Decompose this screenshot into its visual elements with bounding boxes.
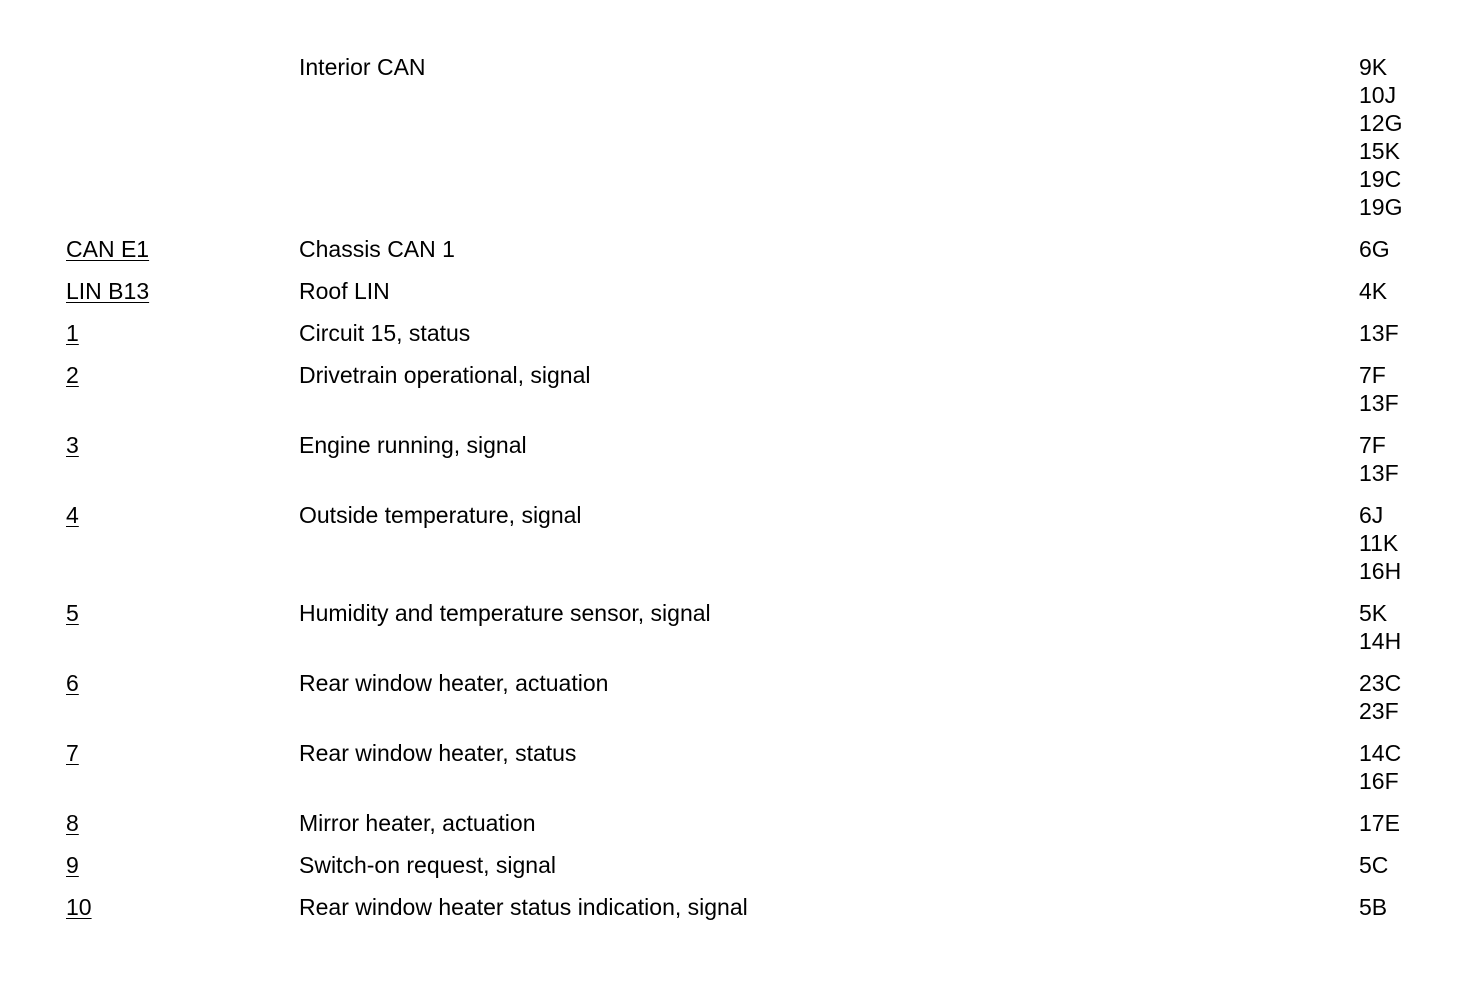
legend-row	[0, 361, 1472, 431]
grid-reference: 15K	[1359, 138, 1400, 164]
grid-reference-list	[1359, 235, 1390, 263]
legend-row	[0, 599, 1472, 669]
legend-description: Rear window heater, actuation	[299, 670, 609, 696]
legend-code-link[interactable]: 3	[66, 432, 79, 458]
grid-reference-list	[1359, 739, 1401, 795]
signal-legend-table	[0, 53, 1472, 935]
grid-reference-list	[1359, 501, 1401, 585]
legend-description: Engine running, signal	[299, 432, 527, 458]
legend-code-link[interactable]: 2	[66, 362, 79, 388]
grid-reference: 10J	[1359, 82, 1397, 108]
legend-code-link[interactable]: CAN E1	[66, 236, 150, 262]
grid-reference-list	[1359, 431, 1399, 487]
grid-reference: 14C	[1359, 740, 1402, 766]
grid-reference: 13F	[1359, 460, 1399, 486]
legend-code-link[interactable]: 8	[66, 810, 79, 836]
legend-description: Rear window heater status indication, signal	[299, 894, 748, 920]
legend-row	[0, 739, 1472, 809]
legend-description: Rear window heater, status	[299, 740, 577, 766]
legend-row	[0, 669, 1472, 739]
grid-reference: 6J	[1359, 502, 1384, 528]
grid-reference: 14H	[1359, 628, 1402, 654]
legend-description: Circuit 15, status	[299, 320, 471, 346]
grid-reference-list	[1359, 277, 1387, 305]
legend-description: Interior CAN	[299, 54, 426, 80]
grid-reference: 5C	[1359, 852, 1389, 878]
grid-reference: 4K	[1359, 278, 1388, 304]
legend-row	[0, 235, 1472, 277]
grid-reference: 5B	[1359, 894, 1388, 920]
grid-reference-list	[1359, 53, 1402, 221]
legend-description: Switch-on request, signal	[299, 852, 556, 878]
grid-reference: 19G	[1359, 194, 1403, 220]
legend-description: Outside temperature, signal	[299, 502, 582, 528]
grid-reference-list	[1359, 361, 1399, 417]
grid-reference: 5K	[1359, 600, 1388, 626]
legend-code-link[interactable]: 1	[66, 320, 79, 346]
legend-row	[0, 53, 1472, 235]
grid-reference: 7F	[1359, 362, 1386, 388]
grid-reference: 13F	[1359, 320, 1399, 346]
legend-row	[0, 893, 1472, 935]
grid-reference: 17E	[1359, 810, 1400, 836]
legend-description: Drivetrain operational, signal	[299, 362, 591, 388]
grid-reference-list	[1359, 599, 1401, 655]
grid-reference-list	[1359, 809, 1400, 837]
grid-reference: 7F	[1359, 432, 1386, 458]
grid-reference: 23F	[1359, 698, 1399, 724]
grid-reference: 16H	[1359, 558, 1402, 584]
grid-reference-list	[1359, 851, 1388, 879]
legend-code-link[interactable]: 10	[66, 894, 92, 920]
legend-code-link[interactable]: 5	[66, 600, 79, 626]
legend-code-link[interactable]: LIN B13	[66, 278, 150, 304]
legend-description: Roof LIN	[299, 278, 390, 304]
legend-row	[0, 277, 1472, 319]
legend-description: Mirror heater, actuation	[299, 810, 536, 836]
grid-reference: 13F	[1359, 390, 1399, 416]
grid-reference-list	[1359, 893, 1387, 921]
grid-reference: 9K	[1359, 54, 1388, 80]
grid-reference: 19C	[1359, 166, 1402, 192]
legend-code-link[interactable]: 6	[66, 670, 79, 696]
grid-reference-list	[1359, 319, 1399, 347]
grid-reference: 11K	[1359, 530, 1399, 556]
grid-reference: 12G	[1359, 110, 1403, 136]
grid-reference: 23C	[1359, 670, 1402, 696]
legend-code-link[interactable]: 7	[66, 740, 79, 766]
legend-description: Chassis CAN 1	[299, 236, 455, 262]
legend-row	[0, 501, 1472, 599]
legend-description: Humidity and temperature sensor, signal	[299, 600, 711, 626]
grid-reference-list	[1359, 669, 1401, 725]
legend-row	[0, 431, 1472, 501]
grid-reference: 6G	[1359, 236, 1390, 262]
legend-code-link[interactable]: 9	[66, 852, 79, 878]
legend-row	[0, 851, 1472, 893]
legend-code-link[interactable]: 4	[66, 502, 79, 528]
legend-row	[0, 809, 1472, 851]
legend-row	[0, 319, 1472, 361]
grid-reference: 16F	[1359, 768, 1399, 794]
